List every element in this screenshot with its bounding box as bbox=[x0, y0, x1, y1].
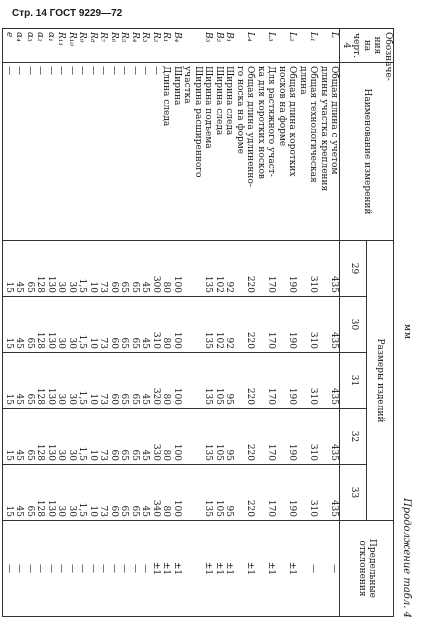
row-value: 135 bbox=[203, 353, 214, 409]
row-tolerance: ±1 bbox=[214, 521, 225, 617]
row-value: 73 bbox=[98, 353, 109, 409]
row-tolerance: ±1 bbox=[235, 521, 256, 617]
row-value: 65 bbox=[119, 409, 130, 465]
table-row bbox=[98, 29, 109, 617]
col-header-size: 33 bbox=[340, 465, 367, 521]
row-symbol bbox=[182, 29, 203, 63]
row-value: 1,5 bbox=[77, 409, 88, 465]
table-row bbox=[214, 29, 225, 617]
col-header-name: Наименование измерений bbox=[340, 63, 394, 241]
row-value: 100 bbox=[172, 409, 183, 465]
row-name bbox=[25, 63, 36, 241]
row-value: 435 bbox=[319, 353, 341, 409]
row-value: 80 bbox=[161, 353, 172, 409]
row-value: 190 bbox=[277, 465, 298, 521]
row-value: 73 bbox=[98, 241, 109, 297]
row-value: 45 bbox=[14, 297, 25, 353]
row-name-line: Ширина следа bbox=[224, 66, 235, 136]
row-tolerance: — bbox=[77, 521, 88, 617]
row-value: 310 bbox=[151, 297, 162, 353]
row-value: 100 bbox=[172, 353, 183, 409]
row-value: 45 bbox=[140, 409, 151, 465]
row-name bbox=[235, 63, 256, 241]
row-name bbox=[203, 63, 214, 241]
row-tolerance: ±1 bbox=[172, 521, 183, 617]
row-value: 170 bbox=[256, 353, 277, 409]
row-value: 65 bbox=[130, 465, 141, 521]
row-value: 73 bbox=[98, 297, 109, 353]
row-tolerance: — bbox=[46, 521, 57, 617]
row-name bbox=[161, 63, 172, 241]
table-row bbox=[224, 29, 235, 617]
row-tolerance: — bbox=[319, 521, 341, 617]
table-row bbox=[172, 29, 183, 617]
row-tolerance: — bbox=[298, 521, 319, 617]
row-tolerance: ±1 bbox=[151, 521, 162, 617]
row-symbol: R₁₁ bbox=[56, 29, 67, 63]
row-value: 45 bbox=[14, 353, 25, 409]
row-value: 435 bbox=[319, 241, 341, 297]
row-name-line: Ширина bbox=[172, 66, 182, 106]
row-value: 45 bbox=[140, 353, 151, 409]
row-value: 100 bbox=[172, 241, 183, 297]
row-name bbox=[56, 63, 67, 241]
row-value: 30 bbox=[67, 409, 78, 465]
row-value: 130 bbox=[46, 465, 57, 521]
col-header-symbol: Обозначе-ния на черт. 4 bbox=[340, 29, 394, 63]
row-value: 310 bbox=[298, 353, 319, 409]
row-tolerance: ±1 bbox=[161, 521, 172, 617]
col-header-size: 31 bbox=[340, 353, 367, 409]
row-name-line: участка bbox=[182, 66, 193, 104]
rotated-table-page bbox=[4, 24, 416, 624]
row-value: 95 bbox=[224, 465, 235, 521]
row-symbol: L bbox=[319, 29, 341, 63]
row-symbol: α₄ bbox=[14, 29, 25, 63]
row-value: 60 bbox=[109, 297, 120, 353]
table-row bbox=[151, 29, 162, 617]
row-symbol: R₈ bbox=[88, 29, 99, 63]
row-value: 135 bbox=[203, 241, 214, 297]
row-name-line: Ширина следа bbox=[214, 66, 224, 136]
row-value: 220 bbox=[235, 241, 256, 297]
row-value: 1,5 bbox=[77, 241, 88, 297]
row-tolerance: — bbox=[56, 521, 67, 617]
unit-label: мм bbox=[402, 324, 412, 341]
row-value: 170 bbox=[256, 297, 277, 353]
row-tolerance: — bbox=[35, 521, 46, 617]
row-name-line: длина bbox=[298, 66, 308, 95]
row-symbol: L₃ bbox=[256, 29, 277, 63]
col-header-sizes-group: Размеры изделий bbox=[367, 241, 394, 521]
row-value: 190 bbox=[277, 241, 298, 297]
row-name-line: носков на форме bbox=[277, 66, 287, 147]
row-value: 65 bbox=[119, 241, 130, 297]
table-row bbox=[67, 29, 78, 617]
row-name bbox=[277, 63, 298, 241]
row-name bbox=[214, 63, 225, 241]
row-symbol: α₂ bbox=[35, 29, 46, 63]
row-name-line: — bbox=[35, 66, 46, 75]
row-value: 135 bbox=[203, 465, 214, 521]
row-tolerance bbox=[182, 521, 203, 617]
row-value: 128 bbox=[35, 409, 46, 465]
row-name bbox=[130, 63, 141, 241]
row-value: 300 bbox=[151, 241, 162, 297]
row-value: 105 bbox=[214, 465, 225, 521]
row-symbol: B₂ bbox=[214, 29, 225, 63]
row-value: 220 bbox=[235, 297, 256, 353]
row-value: 128 bbox=[35, 241, 46, 297]
row-value: 30 bbox=[67, 241, 78, 297]
row-name-line: Ширина подъема bbox=[203, 66, 214, 149]
row-name-line: Ширина расширенного bbox=[193, 66, 203, 178]
row-value: 435 bbox=[319, 297, 341, 353]
row-value: 15 bbox=[3, 409, 14, 465]
row-value: 170 bbox=[256, 409, 277, 465]
row-value: 80 bbox=[161, 465, 172, 521]
row-value: 15 bbox=[3, 465, 14, 521]
row-value: 170 bbox=[256, 465, 277, 521]
row-symbol: B₁ bbox=[224, 29, 235, 63]
row-symbol: B₃ bbox=[203, 29, 214, 63]
row-name bbox=[151, 63, 162, 241]
row-name-line: — bbox=[140, 66, 151, 75]
col-header-tolerance: Предельные отклонения bbox=[340, 521, 394, 617]
row-symbol: R₁₀ bbox=[67, 29, 78, 63]
row-value: 190 bbox=[277, 353, 298, 409]
row-symbol: R₇ bbox=[98, 29, 109, 63]
row-value: 45 bbox=[140, 241, 151, 297]
row-value: 60 bbox=[109, 353, 120, 409]
row-value: 130 bbox=[46, 409, 57, 465]
row-value: 65 bbox=[119, 353, 130, 409]
row-name-line: — bbox=[88, 66, 98, 75]
row-value: 65 bbox=[25, 409, 36, 465]
row-value: 340 bbox=[151, 465, 162, 521]
row-value: 30 bbox=[56, 297, 67, 353]
table-row bbox=[140, 29, 151, 617]
row-name bbox=[88, 63, 99, 241]
row-name bbox=[319, 63, 341, 241]
row-symbol: α₃ bbox=[25, 29, 36, 63]
row-name bbox=[46, 63, 57, 241]
row-tolerance: — bbox=[119, 521, 130, 617]
row-tolerance: ±1 bbox=[256, 521, 277, 617]
row-value: 65 bbox=[119, 297, 130, 353]
row-name-line: — bbox=[77, 66, 88, 75]
row-name bbox=[140, 63, 151, 241]
row-tolerance: — bbox=[88, 521, 99, 617]
row-value: 130 bbox=[46, 241, 57, 297]
row-value: 170 bbox=[256, 241, 277, 297]
row-value: 135 bbox=[203, 409, 214, 465]
row-value: 220 bbox=[235, 409, 256, 465]
row-value: 100 bbox=[172, 297, 183, 353]
table-row bbox=[277, 29, 298, 617]
row-value: 310 bbox=[298, 241, 319, 297]
row-name-line: Для растяжного участ- bbox=[266, 66, 277, 177]
row-value: 320 bbox=[151, 353, 162, 409]
row-value: 60 bbox=[109, 465, 120, 521]
row-value: 10 bbox=[88, 409, 99, 465]
row-name-line: — bbox=[46, 66, 56, 75]
row-value: 102 bbox=[214, 241, 225, 297]
row-name bbox=[182, 63, 203, 241]
continuation-label: Продолжение табл. 4 bbox=[401, 498, 412, 618]
row-value: 135 bbox=[203, 297, 214, 353]
row-value: 130 bbox=[46, 297, 57, 353]
row-name-line: — bbox=[119, 66, 130, 75]
row-value: 128 bbox=[35, 353, 46, 409]
row-name bbox=[109, 63, 120, 241]
row-value: 100 bbox=[172, 465, 183, 521]
row-tolerance: — bbox=[140, 521, 151, 617]
row-value: 220 bbox=[235, 465, 256, 521]
row-name-line: — bbox=[130, 66, 140, 75]
row-value: 80 bbox=[161, 241, 172, 297]
table-row bbox=[109, 29, 120, 617]
row-symbol: R₄ bbox=[130, 29, 141, 63]
row-value: 65 bbox=[25, 465, 36, 521]
row-name-line: Общая длина коротких bbox=[287, 66, 298, 177]
row-name-line: — bbox=[67, 66, 77, 75]
row-value: 30 bbox=[56, 465, 67, 521]
row-value: 65 bbox=[25, 241, 36, 297]
table-row bbox=[235, 29, 256, 617]
row-value: 15 bbox=[3, 241, 14, 297]
col-header-size: 32 bbox=[340, 409, 367, 465]
table-row bbox=[298, 29, 319, 617]
row-name bbox=[256, 63, 277, 241]
row-tolerance: ±1 bbox=[203, 521, 214, 617]
table-row bbox=[119, 29, 130, 617]
table-row bbox=[46, 29, 57, 617]
row-value: 1,5 bbox=[77, 297, 88, 353]
row-name-line: Общая длина удлиненно- bbox=[245, 66, 256, 187]
row-value: 92 bbox=[224, 241, 235, 297]
row-value: 435 bbox=[319, 465, 341, 521]
row-value: 130 bbox=[46, 353, 57, 409]
row-name-line: го носка на форме bbox=[235, 66, 245, 155]
table-row bbox=[35, 29, 46, 617]
row-value: 65 bbox=[130, 353, 141, 409]
row-value: 92 bbox=[224, 297, 235, 353]
row-name bbox=[298, 63, 319, 241]
row-value: 30 bbox=[67, 465, 78, 521]
row-name bbox=[224, 63, 235, 241]
col-header-size: 29 bbox=[340, 241, 367, 297]
table-row bbox=[56, 29, 67, 617]
row-value: 60 bbox=[109, 241, 120, 297]
row-tolerance: — bbox=[25, 521, 36, 617]
row-value bbox=[182, 409, 203, 465]
row-symbol: L₁ bbox=[298, 29, 319, 63]
row-tolerance: — bbox=[3, 521, 14, 617]
row-value: 45 bbox=[14, 241, 25, 297]
table-row bbox=[161, 29, 172, 617]
row-name-line: — bbox=[151, 66, 161, 75]
row-value: 128 bbox=[35, 297, 46, 353]
row-symbol: L₄ bbox=[235, 29, 256, 63]
row-tolerance: — bbox=[109, 521, 120, 617]
row-value: 65 bbox=[130, 297, 141, 353]
row-symbol: e bbox=[3, 29, 14, 63]
row-name bbox=[77, 63, 88, 241]
row-name-line: — bbox=[25, 66, 35, 75]
table-row bbox=[14, 29, 25, 617]
row-name bbox=[67, 63, 78, 241]
row-symbol: L₂ bbox=[277, 29, 298, 63]
row-value bbox=[182, 297, 203, 353]
row-value: 190 bbox=[277, 409, 298, 465]
row-value: 95 bbox=[224, 409, 235, 465]
row-value: 190 bbox=[277, 297, 298, 353]
row-value bbox=[182, 353, 203, 409]
row-value: 1,5 bbox=[77, 465, 88, 521]
row-tolerance: — bbox=[130, 521, 141, 617]
row-symbol: α₁ bbox=[46, 29, 57, 63]
row-name-line: — bbox=[109, 66, 119, 75]
col-header-size: 30 bbox=[340, 297, 367, 353]
row-value: 10 bbox=[88, 465, 99, 521]
row-value: 80 bbox=[161, 297, 172, 353]
row-value: 30 bbox=[56, 409, 67, 465]
row-tolerance: ±1 bbox=[277, 521, 298, 617]
row-value: 105 bbox=[214, 353, 225, 409]
measurements-table bbox=[3, 28, 395, 617]
row-value bbox=[182, 241, 203, 297]
row-value: 10 bbox=[88, 297, 99, 353]
row-value: 220 bbox=[235, 353, 256, 409]
row-value bbox=[182, 465, 203, 521]
table-row bbox=[130, 29, 141, 617]
row-value: 30 bbox=[56, 353, 67, 409]
row-tolerance: ±1 bbox=[224, 521, 235, 617]
row-tolerance: — bbox=[98, 521, 109, 617]
row-tolerance: — bbox=[14, 521, 25, 617]
row-value: 310 bbox=[298, 409, 319, 465]
row-value: 30 bbox=[67, 353, 78, 409]
table-row bbox=[88, 29, 99, 617]
row-name-line: Общая длина с учетом bbox=[329, 66, 340, 175]
row-name-line: длины участка крепления bbox=[319, 66, 329, 192]
row-value: 310 bbox=[298, 465, 319, 521]
row-symbol: R₉ bbox=[77, 29, 88, 63]
row-value: 73 bbox=[98, 409, 109, 465]
page-header: Стр. 14 ГОСТ 9229—72 bbox=[12, 8, 123, 19]
row-name bbox=[119, 63, 130, 241]
row-value: 65 bbox=[119, 465, 130, 521]
row-value: 45 bbox=[14, 465, 25, 521]
row-name-line: Длина следа bbox=[161, 66, 172, 127]
row-symbol: B₄ bbox=[172, 29, 183, 63]
row-value: 1,5 bbox=[77, 353, 88, 409]
row-name-line: ка для коротких носков bbox=[256, 66, 266, 179]
table-row bbox=[3, 29, 14, 617]
row-value: 73 bbox=[98, 465, 109, 521]
row-symbol: R₆ bbox=[109, 29, 120, 63]
row-value: 435 bbox=[319, 409, 341, 465]
row-value: 65 bbox=[25, 297, 36, 353]
row-name bbox=[3, 63, 14, 241]
row-value: 95 bbox=[224, 353, 235, 409]
row-value: 10 bbox=[88, 353, 99, 409]
row-symbol: R₁ bbox=[161, 29, 172, 63]
row-name bbox=[98, 63, 109, 241]
table-row bbox=[319, 29, 341, 617]
row-value: 65 bbox=[130, 409, 141, 465]
row-name-line: — bbox=[98, 66, 109, 75]
row-name-line: — bbox=[56, 66, 67, 75]
row-value: 45 bbox=[14, 409, 25, 465]
row-name-line: — bbox=[4, 66, 14, 75]
row-value: 102 bbox=[214, 297, 225, 353]
row-name bbox=[172, 63, 183, 241]
row-value: 65 bbox=[25, 353, 36, 409]
row-symbol: R₅ bbox=[119, 29, 130, 63]
row-value: 30 bbox=[56, 241, 67, 297]
row-name bbox=[35, 63, 46, 241]
row-value: 15 bbox=[3, 353, 14, 409]
row-value: 65 bbox=[130, 241, 141, 297]
row-symbol: R₃ bbox=[140, 29, 151, 63]
row-value: 128 bbox=[35, 465, 46, 521]
row-value: 80 bbox=[161, 409, 172, 465]
row-value: 105 bbox=[214, 409, 225, 465]
table-row bbox=[203, 29, 214, 617]
row-value: 60 bbox=[109, 409, 120, 465]
row-value: 310 bbox=[298, 297, 319, 353]
row-value: 45 bbox=[140, 297, 151, 353]
row-name bbox=[14, 63, 25, 241]
table-row bbox=[182, 29, 203, 617]
row-value: 15 bbox=[3, 297, 14, 353]
row-value: 45 bbox=[140, 465, 151, 521]
row-name-line: — bbox=[14, 66, 25, 75]
table-row bbox=[77, 29, 88, 617]
row-value: 330 bbox=[151, 409, 162, 465]
row-tolerance: — bbox=[67, 521, 78, 617]
row-name-line: Общая технологическая bbox=[308, 66, 319, 183]
table-row bbox=[256, 29, 277, 617]
row-symbol: R₂ bbox=[151, 29, 162, 63]
row-value: 30 bbox=[67, 297, 78, 353]
row-value: 10 bbox=[88, 241, 99, 297]
table-row bbox=[25, 29, 36, 617]
